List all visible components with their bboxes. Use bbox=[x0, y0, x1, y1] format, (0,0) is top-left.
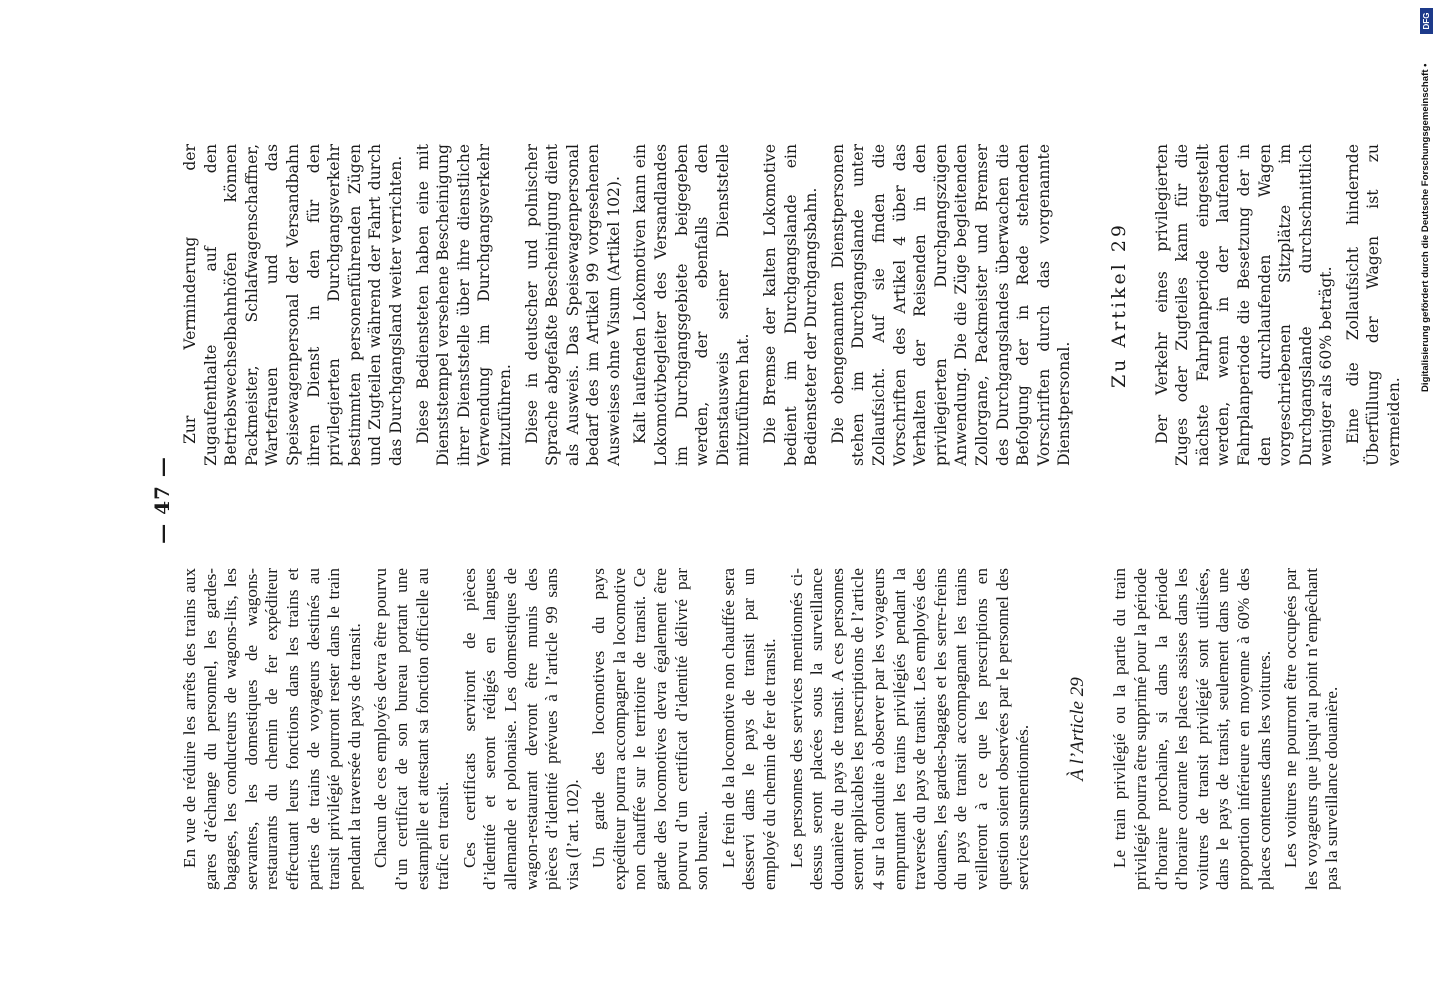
french-paragraph: En vue de réduire les arrêts des trains aux gares d’échange du personnel, les gardes-bagages, les conducteurs de wagons-lits, les servantes, les domestiques de wagons-restaurants du chemin de fer expéditeur effectuant leurs fonctions dans les trains et parties de trains de voyageurs destinés au transit privilégié pourront rester dans le train pendant la traversée du pays de transit. bbox=[180, 568, 364, 890]
french-paragraph: Le train privilégié ou la partie du train privilégié pourra être supprimé pour la période d’horaire prochaine, si dans la période d’horaire courante les places assises dans les voitures de transit privilégié sont utilisées, dans le pays de transit, seulement dans une proportion inférieure en moyenne à 60% des places contenues dans les voitures. bbox=[1110, 568, 1274, 890]
german-paragraph: Eine die Zollaufsicht hindernde Überfüllung der Wagen ist zu vermeiden. bbox=[1343, 144, 1404, 466]
german-column bbox=[180, 144, 1411, 466]
dfg-logo-text: DFG bbox=[1422, 12, 1431, 30]
german-paragraph: Die obengenannten Dienstpersonen stehen im Durchgangslande unter Zollaufsicht. Auf sie finden die Vorschriften des Artikel 4 über das Verhalten der Reisenden in den privilegierten Durchgangszügen Anwendung. Die die Züge begleitenden Zollorgane, Packmeister und Bremser des Durchgangslandes überwachen die Befolgung der in Rede stehenden Vorschriften durch das vorgenannte Dienstpersonal. bbox=[828, 144, 1074, 466]
german-paragraph: Die Bremse der kalten Lokomotive bedient im Durchgangslande ein Bediensteter der Durchgangsbahn. bbox=[761, 144, 821, 466]
french-paragraph: Ces certificats serviront de pièces d’identité et seront rédigés en langues allemande et polonaise. Les domestiques de wagon-restaurant devront être munis des pièces d’identité prévues à l’article 99 sans visa (l’art. 102). bbox=[459, 568, 582, 890]
french-paragraph: Le frein de la locomotive non chauffée sera desservi dans le pays de transit par un employé du chemin de fer de transit. bbox=[718, 568, 780, 890]
german-paragraphs-a bbox=[180, 144, 1075, 466]
funding-sidebar bbox=[1418, 0, 1434, 400]
french-paragraph: Un garde des locomotives du pays expéditeur pourra accompagner la locomotive non chauffée sur le territoire de transit. Ce garde des locomotives devra également être pourvu d’un certificat d’identité délivré par son bureau. bbox=[589, 568, 712, 890]
french-paragraph: Les voitures ne pourront être occupées par les voyageurs que jusqu’au point n’empêchant pas la surveillance douanière. bbox=[1281, 568, 1342, 890]
page-number: — 47 — bbox=[150, 456, 174, 544]
french-paragraph: Les personnes des services mentionnés ci-dessus seront placées sous la surveillance douanière du pays de transit. A ces personnes seront applicables les prescriptions de l’article 4 sur la conduite à observer par les voyageurs empruntant les trains privilégiés pendant la traversée du pays de transit. Les employés des douanes, les gardes-bagages et les serre-freins du pays de transit accompagnant les trains veilleront à ce que les prescriptions en question soient observées par le personnel des services susmentionnés. bbox=[786, 568, 1033, 890]
funding-notice: Digitalisierung gefördert durch die Deutsche Forschungsgemeinschaft • bbox=[1420, 63, 1431, 392]
german-paragraph: Der Verkehr eines privilegierten Zuges oder Zugteiles kann für die nächste Fahrplanperiode eingestellt werden, wenn in der laufenden Fahrplanperiode die Besetzung der in den durchlaufenden Wagen vorgeschriebenen Sitzplätze im Durchgangslande durchschnittlich weniger als 60% beträgt. bbox=[1152, 144, 1336, 466]
german-paragraph: Kalt laufenden Lokomotiven kann ein Lokomotivbegleiter des Versandlandes im Durchgangsgebiete beigegeben werden, der ebenfalls den Dienstausweis seiner Dienststelle mitzuführen hat. bbox=[631, 144, 753, 466]
german-paragraph: Diese in deutscher und polnischer Sprache abgefaßte Bescheinigung dient als Ausweis. Das Speisewagenpersonal bedarf des im Artikel 99 vorgesehenen Ausweises ohne Visum (Artikel 102). bbox=[522, 144, 623, 466]
german-paragraphs-b bbox=[1152, 144, 1405, 466]
french-paragraph: Chacun de ces employés devra être pourvu d’un certificat de son bureau portant une estampille et attestant sa fonction officielle au trafic en transit. bbox=[371, 568, 453, 890]
french-paragraphs-a bbox=[180, 568, 1034, 890]
french-column bbox=[180, 568, 1349, 890]
french-article-heading: À l’Article 29 bbox=[1066, 677, 1088, 781]
french-paragraphs-b bbox=[1110, 568, 1343, 890]
german-article-heading: Zu Artikel 29 bbox=[1107, 221, 1130, 389]
german-paragraph: Zur Verminderung der Zugaufenthalte auf den Betriebswechselbahnhöfen können Packmeister, Schlafwagenschaffner, Wartefrauen und das Speisewagenpersonal der Versandbahn ihren Dienst in den für den privilegierten Durchgangsverkehr bestimmten personenführenden Zügen und Zugteilen während der Fahrt durch das Durchgangsland weiter verrichten. bbox=[181, 144, 405, 466]
german-paragraph: Diese Bediensteten haben eine mit Dienststempel versehene Bescheinigung ihrer Dienststelle über ihre dienstliche Verwendung im Durchgangsverkehr mitzuführen. bbox=[413, 144, 514, 466]
